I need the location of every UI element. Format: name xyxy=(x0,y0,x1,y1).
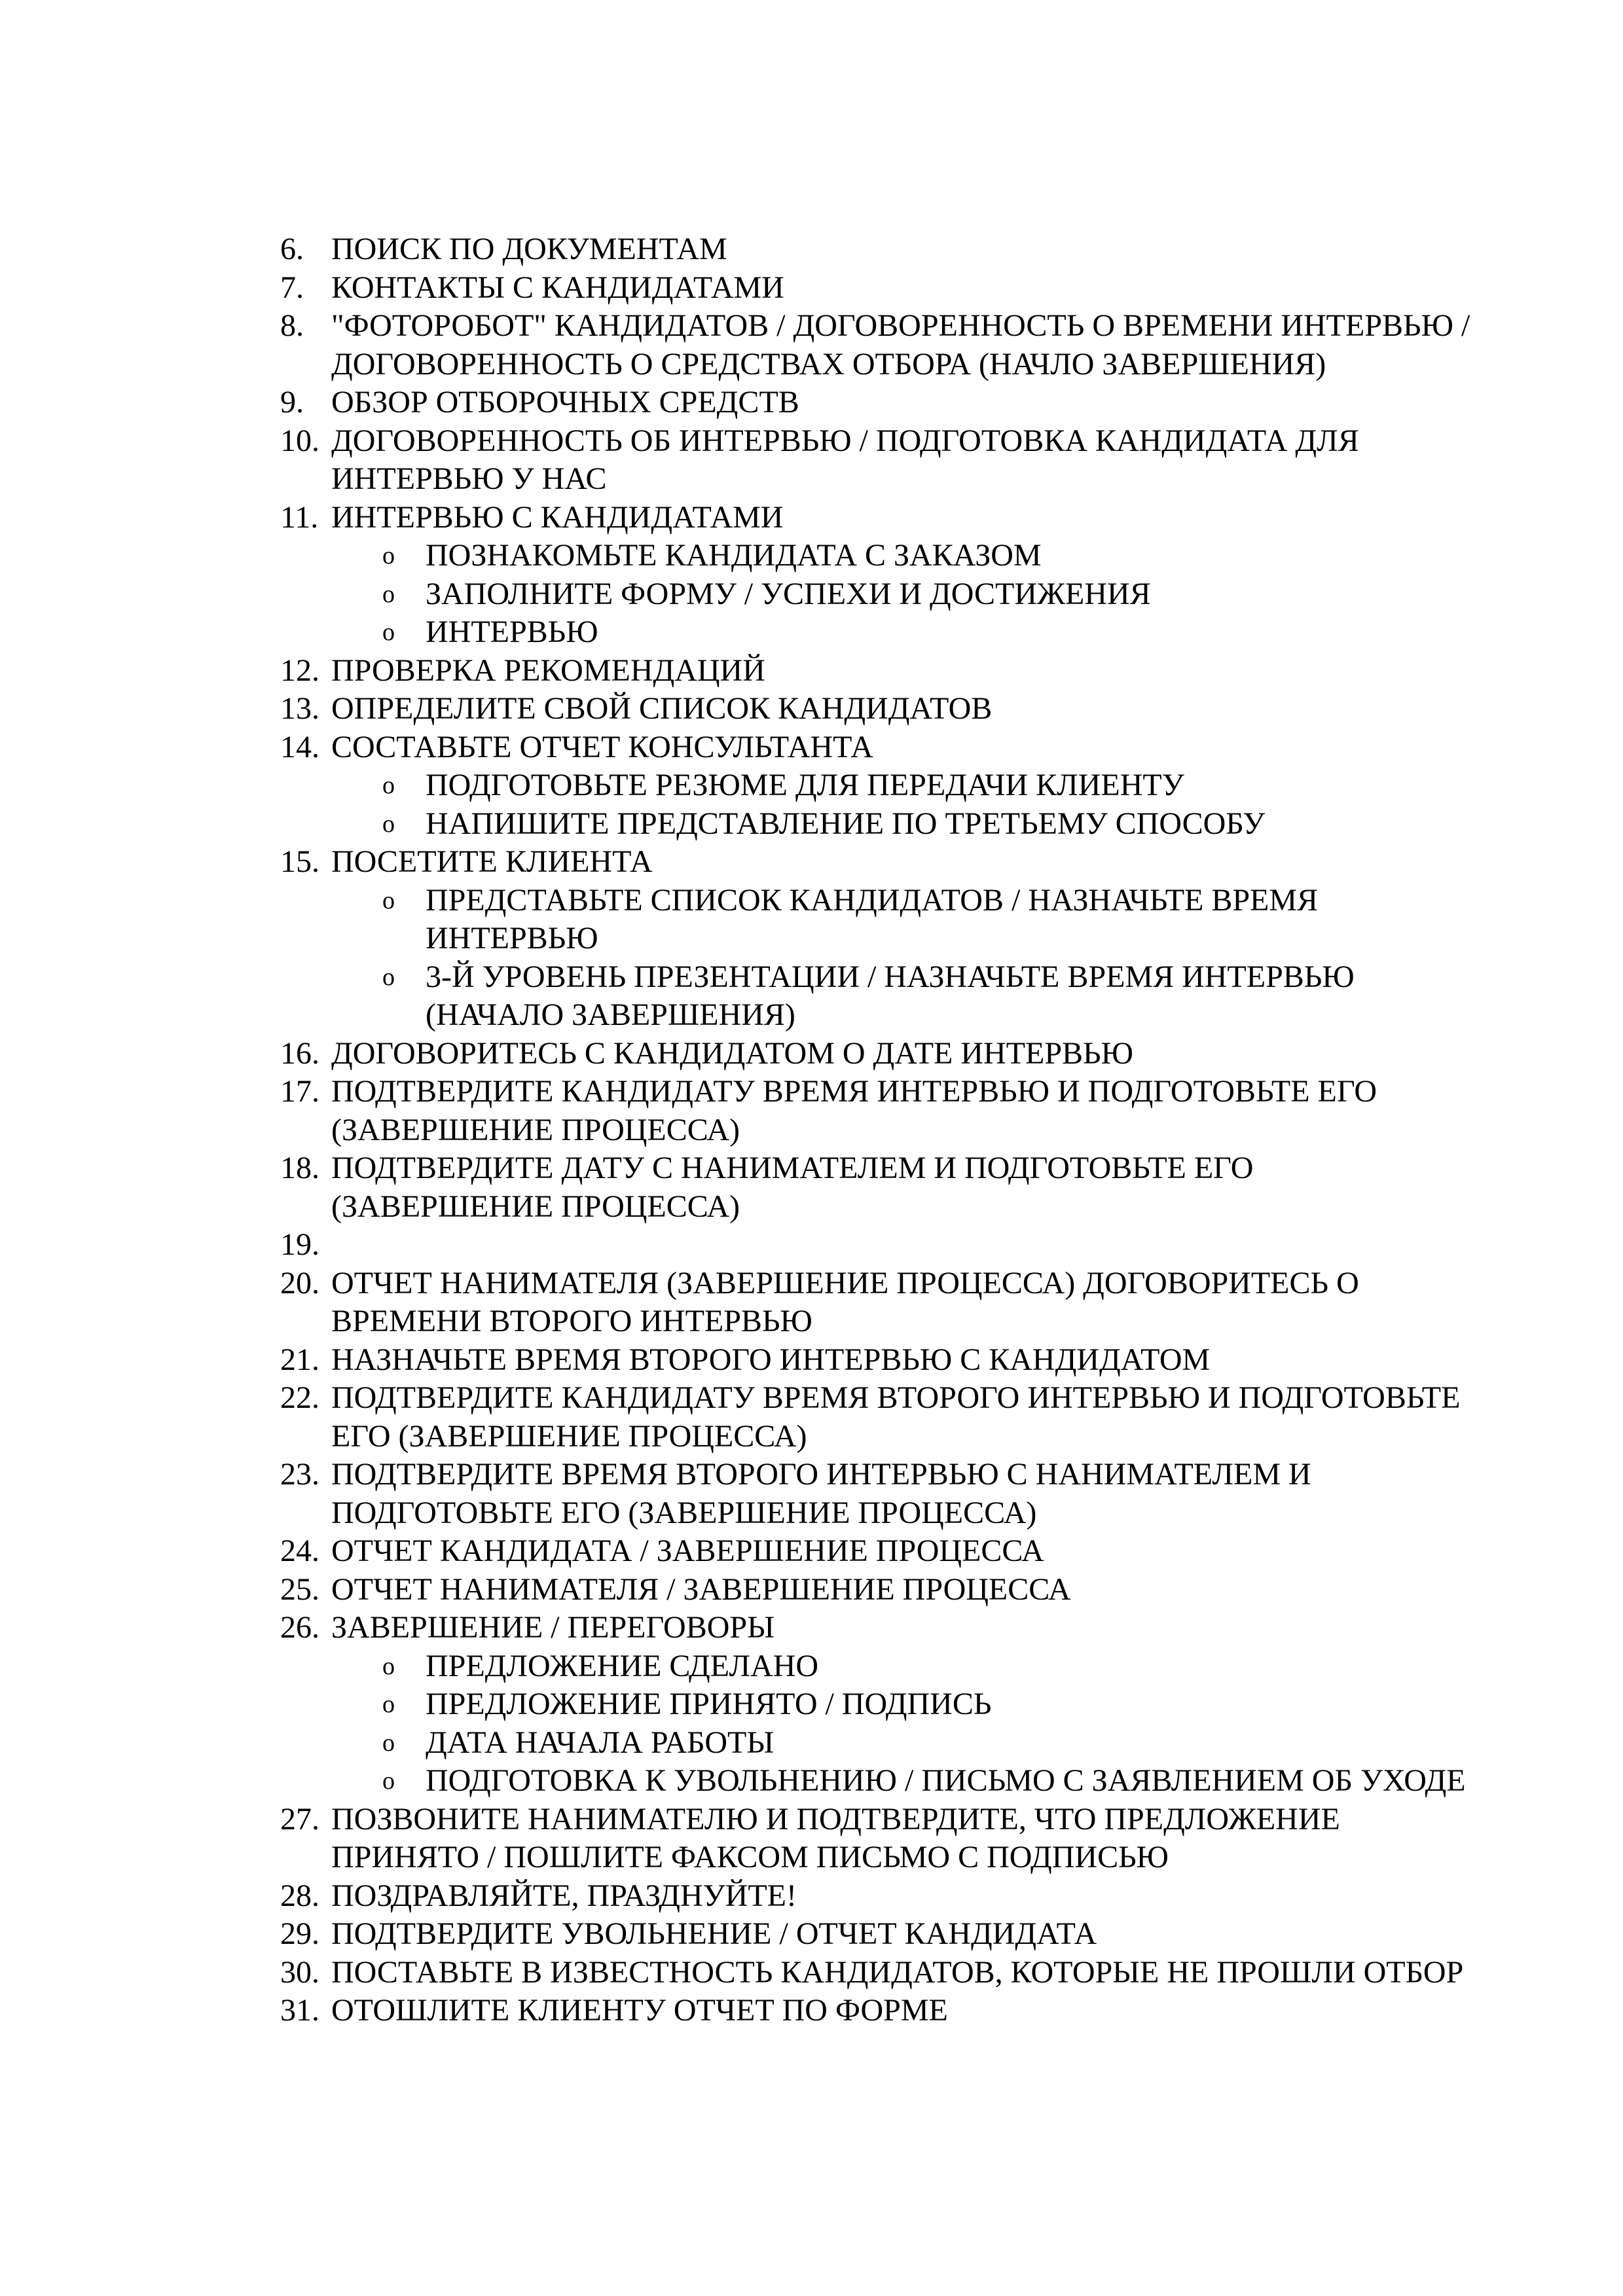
list-item xyxy=(280,1073,1550,1149)
list-item-number: 13. xyxy=(280,691,319,726)
list-item-text xyxy=(331,1877,1550,1916)
list-item-text xyxy=(331,384,1550,422)
text-line: ДОГОВОРИТЕСЬ С КАНДИДАТОМ О ДАТЕ ИНТЕРВЬЮ xyxy=(331,1035,1133,1071)
text-line: ИНТЕРВЬЮ xyxy=(426,921,598,956)
text-line: ЕГО (ЗАВЕРШЕНИЕ ПРОЦЕССА) xyxy=(331,1418,807,1454)
list-item-number: 24. xyxy=(280,1534,319,1568)
circle-bullet-icon: o xyxy=(382,1767,395,1795)
circle-bullet-icon: o xyxy=(382,963,395,991)
list-item-number: 15. xyxy=(280,844,319,879)
text-line: ПОДТВЕРДИТЕ ДАТУ С НАНИМАТЕЛЕМ И ПОДГОТОВЬТЕ ЕГО xyxy=(331,1151,1254,1185)
list-item-text xyxy=(331,1456,1550,1532)
sub-list-item xyxy=(378,882,1550,958)
sub-list-item-text xyxy=(426,882,1550,958)
sub-list-item-text xyxy=(426,613,1550,652)
text-line: ОПРЕДЕЛИТЕ СВОЙ СПИСОК КАНДИДАТОВ xyxy=(331,691,993,726)
text-line: 3-Й УРОВЕНЬ ПРЕЗЕНТАЦИИ / НАЗНАЧЬТЕ ВРЕМЯ ИНТЕРВЬЮ xyxy=(426,959,1355,994)
text-line: НАЗНАЧЬТЕ ВРЕМЯ ВТОРОГО ИНТЕРВЬЮ С КАНДИДАТОМ xyxy=(331,1342,1211,1377)
list-item-text xyxy=(331,652,1550,691)
sub-list-item xyxy=(378,1762,1550,1801)
text-line: ОТЧЕТ НАНИМАТЕЛЯ / ЗАВЕРШЕНИЕ ПРОЦЕССА xyxy=(331,1571,1071,1607)
list-item xyxy=(280,728,1550,767)
sub-list-item-text xyxy=(426,766,1550,805)
list-item xyxy=(280,1226,1550,1265)
text-line xyxy=(331,1226,1550,1265)
list-item-text xyxy=(331,1954,1550,1992)
list-item-number: 19. xyxy=(280,1227,319,1262)
list-item-text xyxy=(331,1801,1550,1877)
list-item xyxy=(280,307,1550,384)
list-item-text xyxy=(331,1992,1550,2030)
list-item xyxy=(280,1571,1550,1609)
text-line: ИНТЕРВЬЮ У НАС xyxy=(331,461,607,496)
list-item-text xyxy=(331,843,1550,882)
circle-bullet-icon: o xyxy=(382,580,395,608)
text-line: ПРИНЯТО / ПОШЛИТЕ ФАКСОМ ПИСЬМО С ПОДПИСЬЮ xyxy=(331,1840,1169,1874)
sub-list-item xyxy=(378,1685,1550,1724)
text-line: ПОДГОТОВЬТЕ РЕЗЮМЕ ДЛЯ ПЕРЕДАЧИ КЛИЕНТУ xyxy=(426,768,1184,802)
list-item xyxy=(280,690,1550,728)
list-item xyxy=(280,1801,1550,1877)
list-item-text xyxy=(331,1609,1550,1647)
list-item xyxy=(280,1532,1550,1571)
text-line: ЗАВЕРШЕНИЕ / ПЕРЕГОВОРЫ xyxy=(331,1610,775,1645)
text-line: ВРЕМЕНИ ВТОРОГО ИНТЕРВЬЮ xyxy=(331,1304,812,1338)
text-line: "ФОТОРОБОТ" КАНДИДАТОВ / ДОГОВОРЕННОСТЬ О ВРЕМЕНИ ИНТЕРВЬЮ / xyxy=(331,308,1470,343)
list-item xyxy=(280,1265,1550,1341)
text-line: КОНТАКТЫ С КАНДИДАТАМИ xyxy=(331,270,784,305)
list-item-text xyxy=(331,1226,1550,1265)
list-item xyxy=(280,1341,1550,1380)
sub-list-item-text xyxy=(426,958,1550,1035)
list-item xyxy=(280,230,1550,269)
list-item xyxy=(280,1379,1550,1456)
list-item xyxy=(280,1992,1550,2030)
text-line: (ЗАВЕРШЕНИЕ ПРОЦЕССА) xyxy=(331,1112,740,1147)
text-line: ПОЗНАКОМЬТЕ КАНДИДАТА С ЗАКАЗОМ xyxy=(426,538,1042,573)
list-item-number: 23. xyxy=(280,1457,319,1492)
list-item xyxy=(280,1035,1550,1073)
text-line: ПОЗДРАВЛЯЙТЕ, ПРАЗДНУЙТЕ! xyxy=(331,1878,797,1913)
sub-list-item-text xyxy=(426,1647,1550,1686)
list-item xyxy=(280,384,1550,422)
list-item-number: 7. xyxy=(280,270,304,305)
text-line: ПОЗВОНИТЕ НАНИМАТЕЛЮ И ПОДТВЕРДИТЕ, ЧТО ПРЕДЛОЖЕНИЕ xyxy=(331,1801,1340,1837)
text-line: ПОСТАВЬТЕ В ИЗВЕСТНОСТЬ КАНДИДАТОВ, КОТОРЫЕ НЕ ПРОШЛИ ОТБОР xyxy=(331,1954,1464,1990)
list-item-number: 26. xyxy=(280,1610,319,1645)
text-line: ПОСЕТИТЕ КЛИЕНТА xyxy=(331,844,653,879)
text-line: ЗАПОЛНИТЕ ФОРМУ / УСПЕХИ И ДОСТИЖЕНИЯ xyxy=(426,576,1151,611)
list-item-text xyxy=(331,1035,1550,1073)
circle-bullet-icon: o xyxy=(382,1729,395,1757)
text-line: ПОДГОТОВКА К УВОЛЬНЕНИЮ / ПИСЬМО С ЗАЯВЛЕНИЕМ ОБ УХОДЕ xyxy=(426,1763,1466,1798)
sub-list-item-text xyxy=(426,805,1550,844)
list-item-text xyxy=(331,1379,1550,1456)
text-line: ДОГОВОРЕННОСТЬ О СРЕДСТВАХ ОТБОРА (НАЧЛО ЗАВЕРШЕНИЯ) xyxy=(331,346,1326,382)
list-item xyxy=(280,1954,1550,1992)
list-item-text xyxy=(331,230,1550,269)
list-item-text xyxy=(331,1265,1550,1341)
sub-list-item xyxy=(378,537,1550,575)
list-item-text xyxy=(331,1915,1550,1954)
list-item-number: 31. xyxy=(280,1993,319,2028)
list-item-number: 28. xyxy=(280,1878,319,1913)
sub-list-item xyxy=(378,805,1550,844)
circle-bullet-icon: o xyxy=(382,772,395,799)
list-item-text xyxy=(331,1073,1550,1149)
list-item-text xyxy=(331,422,1550,499)
text-line: ПРОВЕРКА РЕКОМЕНДАЦИЙ xyxy=(331,653,765,688)
list-item-number: 22. xyxy=(280,1380,319,1415)
sub-list-item xyxy=(378,1724,1550,1763)
list-item-number: 18. xyxy=(280,1151,319,1185)
list-item xyxy=(280,422,1550,499)
circle-bullet-icon: o xyxy=(382,619,395,646)
list-item-number: 27. xyxy=(280,1801,319,1837)
text-line: ПРЕДЛОЖЕНИЕ СДЕЛАНО xyxy=(426,1648,819,1683)
text-line: ОТЧЕТ КАНДИДАТА / ЗАВЕРШЕНИЕ ПРОЦЕССА xyxy=(331,1534,1044,1568)
list-item xyxy=(280,269,1550,308)
text-line: ПОДТВЕРДИТЕ КАНДИДАТУ ВРЕМЯ ИНТЕРВЬЮ И ПОДГОТОВЬТЕ ЕГО xyxy=(331,1074,1377,1109)
list-item xyxy=(280,499,1550,537)
list-item-number: 10. xyxy=(280,423,319,458)
list-item-text xyxy=(331,1341,1550,1380)
sub-list-item xyxy=(378,1647,1550,1686)
list-item xyxy=(280,1915,1550,1954)
list-item-number: 30. xyxy=(280,1954,319,1990)
list-item-number: 14. xyxy=(280,729,319,764)
list-item-number: 25. xyxy=(280,1571,319,1607)
text-line: ПОИСК ПО ДОКУМЕНТАМ xyxy=(331,232,727,266)
list-item-number: 20. xyxy=(280,1265,319,1300)
list-item-number: 8. xyxy=(280,308,304,343)
list-item xyxy=(280,1149,1550,1226)
text-line: ПРЕДСТАВЬТЕ СПИСОК КАНДИДАТОВ / НАЗНАЧЬТЕ ВРЕМЯ xyxy=(426,882,1319,918)
text-line: (ЗАВЕРШЕНИЕ ПРОЦЕССА) xyxy=(331,1189,740,1224)
text-line: ИНТЕРВЬЮ С КАНДИДАТАМИ xyxy=(331,499,784,535)
list-item-number: 12. xyxy=(280,653,319,688)
circle-bullet-icon: o xyxy=(382,1691,395,1718)
sub-list-item xyxy=(378,575,1550,614)
list-item-text xyxy=(331,1571,1550,1609)
text-line: ОБЗОР ОТБОРОЧНЫХ СРЕДСТВ xyxy=(331,385,799,420)
text-line: НАПИШИТЕ ПРЕДСТАВЛЕНИЕ ПО ТРЕТЬЕМУ СПОСОБУ xyxy=(426,806,1266,841)
list-item-text xyxy=(331,1532,1550,1571)
text-line: ПОДТВЕРДИТЕ УВОЛЬНЕНИЕ / ОТЧЕТ КАНДИДАТА xyxy=(331,1916,1097,1951)
text-line: ДОГОВОРЕННОСТЬ ОБ ИНТЕРВЬЮ / ПОДГОТОВКА КАНДИДАТА ДЛЯ xyxy=(331,423,1359,458)
list-item-text xyxy=(331,1149,1550,1226)
sub-list-item xyxy=(378,613,1550,652)
list-item-number: 17. xyxy=(280,1074,319,1109)
sub-list-item-text xyxy=(426,1762,1550,1801)
sub-list-item xyxy=(378,958,1550,1035)
text-line: ПОДТВЕРДИТЕ КАНДИДАТУ ВРЕМЯ ВТОРОГО ИНТЕРВЬЮ И ПОДГОТОВЬТЕ xyxy=(331,1380,1461,1415)
circle-bullet-icon: o xyxy=(382,810,395,838)
text-line: ОТОШЛИТЕ КЛИЕНТУ ОТЧЕТ ПО ФОРМЕ xyxy=(331,1993,948,2028)
list-item-number: 29. xyxy=(280,1916,319,1951)
list-item-text xyxy=(331,307,1550,384)
list-item xyxy=(280,1456,1550,1532)
text-line: ИНТЕРВЬЮ xyxy=(426,615,598,649)
sub-list-item-text xyxy=(426,1724,1550,1763)
list-item xyxy=(280,843,1550,882)
text-line: ОТЧЕТ НАНИМАТЕЛЯ (ЗАВЕРШЕНИЕ ПРОЦЕССА) ДОГОВОРИТЕСЬ О xyxy=(331,1265,1359,1300)
list-item xyxy=(280,652,1550,691)
list-item xyxy=(280,1877,1550,1916)
list-item-text xyxy=(331,728,1550,767)
list-item-text xyxy=(331,690,1550,728)
list-item xyxy=(280,1609,1550,1647)
sub-list-item-text xyxy=(426,537,1550,575)
list-item-text xyxy=(331,499,1550,537)
text-line: (НАЧАЛО ЗАВЕРШЕНИЯ) xyxy=(426,997,795,1032)
text-line: ПОДТВЕРДИТЕ ВРЕМЯ ВТОРОГО ИНТЕРВЬЮ С НАНИМАТЕЛЕМ И xyxy=(331,1457,1311,1492)
text-line: ДАТА НАЧАЛА РАБОТЫ xyxy=(426,1725,775,1760)
sub-list-item xyxy=(378,766,1550,805)
text-line: СОСТАВЬТЕ ОТЧЕТ КОНСУЛЬТАНТА xyxy=(331,729,873,764)
text-line: ПРЕДЛОЖЕНИЕ ПРИНЯТО / ПОДПИСЬ xyxy=(426,1687,992,1721)
list-item-number: 21. xyxy=(280,1342,319,1377)
numbered-list xyxy=(280,230,1550,2030)
list-item-number: 16. xyxy=(280,1035,319,1071)
text-line: ПОДГОТОВЬТЕ ЕГО (ЗАВЕРШЕНИЕ ПРОЦЕССА) xyxy=(331,1495,1037,1530)
list-item-number: 9. xyxy=(280,385,304,420)
circle-bullet-icon: o xyxy=(382,886,395,914)
circle-bullet-icon: o xyxy=(382,1652,395,1680)
sub-list-item-text xyxy=(426,575,1550,614)
sub-list-item-text xyxy=(426,1685,1550,1724)
list-item-number: 11. xyxy=(280,499,319,535)
list-item-text xyxy=(331,269,1550,308)
list-item-number: 6. xyxy=(280,232,304,266)
circle-bullet-icon: o xyxy=(382,542,395,569)
